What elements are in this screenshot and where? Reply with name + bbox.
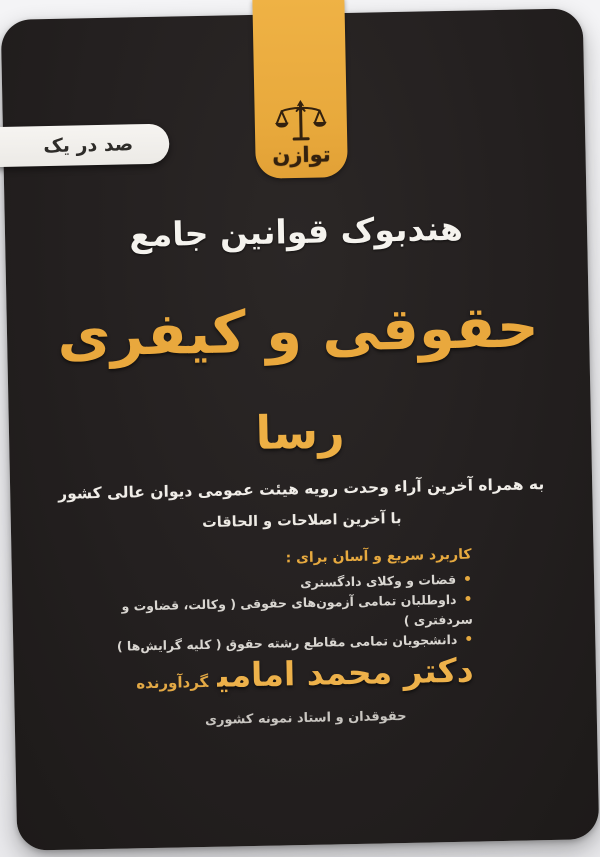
- audience-item: • قضات و وکلای دادگستری: [102, 570, 472, 597]
- audience-list: [102, 570, 474, 657]
- author-caption: حقوقدان و استاد نمونه کشوری: [204, 708, 407, 728]
- subtitle-line-1: به همراه آخرین آراء وحدت رویه هیئت عمومی دیوان عالی کشور: [58, 475, 545, 503]
- publisher-logo-text: توازن: [272, 142, 331, 168]
- scales-of-justice-icon: [273, 98, 328, 143]
- publisher-ribbon: [252, 0, 348, 179]
- author-name: دکتر محمد امامی: [216, 650, 475, 695]
- book-cover: [1, 8, 600, 851]
- main-title: حقوقی و کیفری: [56, 292, 540, 370]
- author-role: گردآورنده: [136, 672, 209, 693]
- audience-item: • دانشجویان تمامی مقاطع رشته حقوق ( کلیه گرایش‌ها ): [103, 630, 473, 657]
- audience-heading: کاربرد سریع و آسان برای :: [285, 546, 472, 567]
- edition-badge-label: صد در یک: [43, 133, 134, 158]
- audience-section: [101, 547, 473, 657]
- audience-item: • داوطلبان تمامی آزمون‌های حقوقی ( وکالت، قضاوت و سردفتری ): [102, 590, 473, 637]
- series-title: هندبوک قوانین جامع: [128, 208, 464, 255]
- author-line: [14, 648, 597, 699]
- edition-badge: [0, 124, 170, 168]
- brand-title: رسا: [255, 404, 346, 460]
- subtitle-line-2: با آخرین اصلاحات و الحاقات: [202, 510, 402, 531]
